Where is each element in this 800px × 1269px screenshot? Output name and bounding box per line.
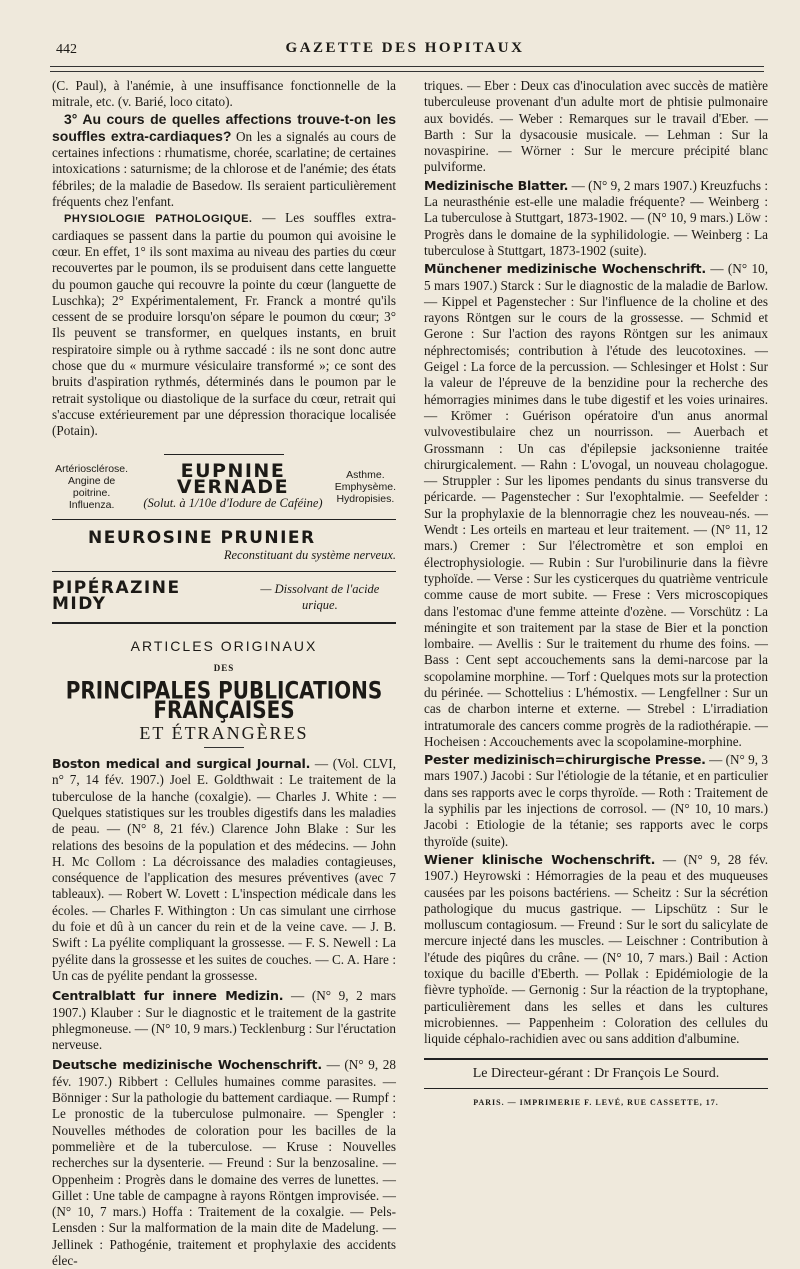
entry-text: — (N° 10, 5 mars 1907.) Starck : Sur le diagnostic de la maladie de Barlow. — Kippel et Pagenstecher : Sur l'influence de la choline et des rayons Röntgen sur le cours de la grossesse. — Schmid et Gerone : Sur l'action des rayons Röntgen sur les animaux néphrectomisés; contribution à l'étude des leucotoxines. — Geigel : La force de la percussion. — Schlesinger et Holst : Sur la valeur de l'épreuve de la benzidine pour la recherche des hémorragies minimes dans le tube digestif et les voies urinaires. — Krömer : Guérison opératoire d'un anus anormal vulvovestibulaire chez un nourrisson. — Auerbach et Grossmann : Un cas d'épilepsie jacksonienne traitée chirurgicalement. — Rahn : L'ovogal, un nouveau cholagogue. — Struppler : Sur les lipomes pendants du sinus transverse du péricarde. — Pagenstecher : Sur l'exophtalmie. — Seefelder : Sur la prophylaxie de la blennorragie chez les nouveau-nés. — Wendt : Les orteils en marteau et leur traitement. — (N° 11, 12 mars.) Cremer : Sur l'électromètre et son emploi en électrophysiologie. — Rubin : Sur l'urobilinurie dans la fièvre typhoïde. — Verse : Sur les cysticerques du quatrième ventricule comme cause de mort subite. — Frese : Vers microscopiques dans l'estomac d'une femme atteinte d'ozène. — Vorschütz : La méningite et son traitement par la stase de Bier et la ponction lombaire. — Avellis : Sur le traitement du rhume des foins. — Bass : Cent sept accouchements sans la demi-narcose par la scopolamine morphine. — Torf : Quelques mots sur la protection du périnée. — Schottelius : L'hémostix. — Lengfellner : Sur un cas de charbon interne et externe. — Strebel : L'irradiation intratumorale des cancers comme progrès de la radiothérapie. — Hocheisen : Accouchements avec la scopolamine-morphine. — [424, 261, 768, 749]
paragraph-text: — Les souffles extra-cardiaques se passent dans la partie du poumon qui avoisine le cœur. En effet, 1° ils sont maxima au niveau des parties du cœur recouvertes par le poumon, ils se produisent dans cette languette du poumon gauche qui recouvre la pointe du cœur (languette de Luschka); 2° Expérimentalement, Fr. Franck a montré qu'ils cessent de se produire lorsqu'on sépare le poumon du cœur; 3° Ils peuvent se transformer, en quelques instants, en bruit respiratoire simple ou à rythme saccadé : ils ne sont donc autre chose que du « murmure vésiculaire transformé »; ce sont des bruits d'aspiration rythmés, déterminés dans le poumon par le retrait systolique ou diastolique de la surface du cœur, retrait qui s'accuse extérieurement par une dépression thoracique localisée (Potain). — [52, 210, 396, 439]
question-heading: 3° Au cours de quelles affections trouve-t-on les souffles extra-cardiaques? — [52, 110, 396, 144]
journal-entry — [424, 852, 768, 1048]
director-line: Le Directeur-gérant : Dr François Le Sourd. — [472, 1065, 720, 1081]
journal-name: Deutsche medizinische Wochenschrift. — [52, 1057, 322, 1073]
ad-indications-left — [52, 463, 131, 511]
ad-center — [131, 459, 335, 512]
page-number: 442 — [56, 42, 77, 57]
journal-entry — [52, 1057, 396, 1269]
entry-text: — (Vol. CLVI, n° 7, 14 fév. 1907.) Joel E. Goldthwait : Le traitement de la tuberculose de la hanche (coxalgie). — Charles J. White : — Quelques statistiques sur les troubles digestifs dans les maladies de peau. — (N° 8, 21 fév.) Clarence John Blake : Sur les relations des besoins de la population et des médecins. — John H. Mc Collom : La décroissance des maladies contagieuses, conséquence de l'application des mesures préventives (avec 7 tableaux). — Robert W. Lovett : L'inspection médicale dans les écoles. — Charles F. Withington : Un cas simulant une cirrhose du foie et dû à un cancer du rein et de la veine cave. — J. B. Swift : La pyélite compliquant la grossesse. — F. S. Newell : La pyélite dans la grossesse et les suites de couches. — C. A. Hare : Un cas de pyélite pendant la grossesse. — [52, 756, 396, 983]
paragraph: (C. Paul), à l'anémie, à une insuffisance fonctionnelle de la mitrale, etc. (v. Barié, loco citato). — [52, 78, 396, 110]
header-double-rule — [50, 66, 764, 72]
piperazine-ad — [52, 576, 396, 618]
printer-line: PARIS. — IMPRIMERIE F. LEVÉ, RUE CASSETTE, 17. — [473, 1097, 719, 1107]
divider — [424, 1088, 768, 1089]
ad-line: Hydropisies. — [336, 492, 395, 505]
journal-entry — [424, 261, 768, 750]
entry-text: — (N° 9, 2 mars 1907.) Klauber : Sur le diagnostic et le traitement de la gastrite phlegmoneuse. — (N° 10, 9 mars.) Tecklenburg : Sur l'éructation nerveuse. — [52, 988, 397, 1053]
paragraph — [52, 111, 396, 211]
section-title: ARTICLES ORIGINAUX — [130, 637, 318, 654]
eupnine-ad — [52, 459, 396, 516]
journal-name: Medizinische Blatter. — [424, 177, 569, 193]
advertisement-block — [52, 454, 396, 624]
ad-line: Influenza. — [68, 498, 115, 511]
journal-name: Centralblatt fur innere Medizin. — [52, 988, 284, 1004]
ad-line: Artériosclérose. — [55, 462, 129, 475]
journal-entry — [52, 988, 396, 1053]
divider — [424, 1058, 768, 1060]
left-column — [52, 78, 396, 1269]
ad-line: Angine de poitrine. — [67, 474, 116, 499]
ad-product-name: EUPNINE VERNADE — [176, 459, 290, 498]
entry-text: — (N° 9, 3 mars 1907.) Jacobi : Sur l'étiologie de la tétanie, et en particulier dans ses rapports avec le corps thyroïde. — Roth : Traitement de la syphilis par les injections de corrosol. — (N° 10, 10 mars.) Jacobi : Etiologie de la tétanie; ses rapports avec le corps thyroïde (suite). — [424, 752, 768, 849]
ad-product-subtitle: Reconstituant du système nerveux. — [223, 547, 396, 562]
journal-name: Pester medizinisch=chirurgische Presse. — [424, 752, 706, 768]
subheading: PHYSIOLOGIE PATHOLOGIQUE. — [64, 213, 253, 226]
ad-line: Emphysème. — [334, 480, 396, 493]
running-title: GAZETTE DES HOPITAUX — [285, 40, 525, 56]
journal-name: Münchener medizinische Wochenschrift. — [424, 261, 706, 277]
journal-name: Wiener klinische Wochenschrift. — [424, 851, 656, 867]
section-big-title-2: ET ÉTRANGÈRES — [139, 722, 309, 743]
section-heading — [52, 638, 396, 748]
journal-entry — [424, 752, 768, 850]
journal-name: Boston medical and surgical Journal. — [52, 756, 311, 772]
right-column — [424, 78, 768, 1111]
ad-product-subtitle: — Dissolvant de l'acide urique. — [260, 582, 380, 613]
ad-product-name: NEUROSINE PRUNIER — [88, 528, 316, 549]
journal-entry — [52, 756, 396, 984]
entry-text: — (N° 9, 2 mars 1907.) Kreuzfuchs : La neurasthénie est-elle une maladie fréquente? — Weinberg : La tuberculose à Stuttgart, 1873-1902. — (N° 10, 9 mars.) Löw : Progrès dans le domaine de la syphilidologie. — Weinberg : La tuberculose à Stuttgart, 1873-1902 (suite). — [424, 177, 768, 258]
divider — [204, 747, 244, 748]
page-header — [48, 38, 762, 62]
ad-line: Asthme. — [346, 468, 385, 481]
paragraph-text: On les a signalés au cours de certaines infections : rhumatisme, chorée, scarlatine; de certaines intoxications : saturnisme; de la chlorose et de l'anémie; des états fébriles; de la maladie de Basedow. Ils seraient particulièrement fréquents chez l'enfant. — [52, 128, 396, 210]
journal-entry — [424, 178, 768, 259]
section-big-title: PRINCIPALES PUBLICATIONS FRANÇAISES — [65, 676, 383, 725]
paragraph: triques. — Eber : Deux cas d'inoculation avec succès de matière tuberculeuse provenant d'un adulte mort de phtisie pulmonaire aux bovidés. — Weber : Remarques sur le travail d'Eber. — Barth : Sur la dysacousie musicale. — Lehman : Sur la novaspirine. — Wörner : Sur le mercure précipité blanc pulviforme. — [424, 78, 768, 175]
paragraph — [52, 210, 396, 439]
ad-product-name: PIPÉRAZINE MIDY — [52, 578, 181, 615]
neurosine-ad — [52, 524, 396, 567]
entry-text: — (N° 9, 28 fév. 1907.) Ribbert : Cellules humaines comme parasites. — Bönniger : Sur la pathologie du battement cardiaque. — Rumpf : Le pronostic de la tuberculose pulmonaire. — Spengler : Nouvelles méthodes de coloration pour les bacilles de la pommelière et de la tuberculose. — Kruse : Nouvelles recherches sur la dysenterie. — Freund : Sur la benzosaline. — Oppenheim : Progrès dans le domaine des verres de lunettes. — Gillet : Une table de campagne à rayons Röntgen improvisée. — (N° 10, 7 mars.) Hoffa : Traitement de la coxalgie. — Pels-Lensden : Sur la malformation de la main dite de Madelung. — Jellinek : Pathogénie, traitement et prophylaxie des accidents élec- — [52, 1057, 396, 1268]
section-connector: DES — [213, 662, 235, 673]
ad-indications-right — [335, 469, 396, 505]
entry-text: — (N° 9, 28 fév. 1907.) Heyrowski : Hémorragies de la peau et des muqueuses causées par les poisons bactériens. — Scheitz : Sur la sécrétion pathologique du mucus gastrique. — Lipschütz : Sur le molluscum contagiosum. — Freund : Sur le sort du salicylate de mercure injecté dans les muscles. — Leischner : Contribution à l'étude des piqûres du crâne. — (N° 10, 7 mars.) Bail : Action toxique du bacille d'Eberth. — Pollak : Epidémiologie de la fièvre typhoïde. — Gernonig : Sur la réaction de la tryptophane, particulièrement dans les selles et dans les cultures microbiennes. — Pappenheim : Coloration des cellules du liquide céphalo-rachidien avec ou sans addition d'albumine. — [424, 851, 768, 1047]
ad-product-subtitle: (Solut. à 1/10e d'Iodure de Caféine) — [143, 496, 323, 511]
